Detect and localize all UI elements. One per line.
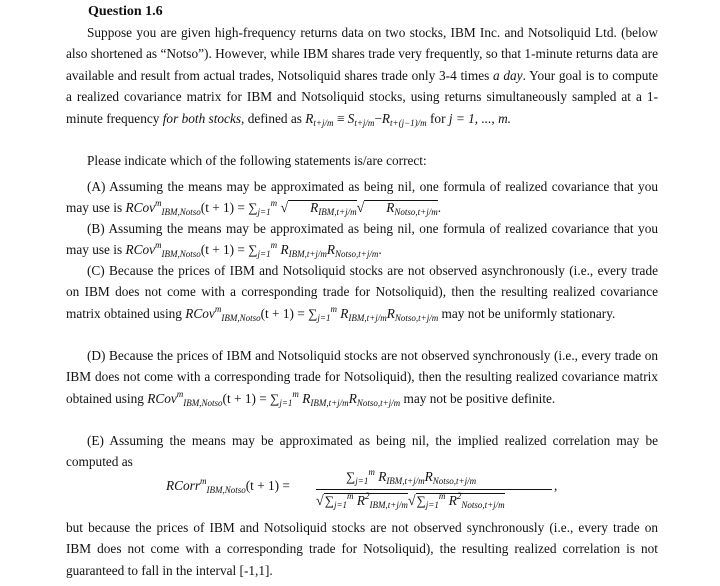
correlation-denominator: $√\sum_{j=1}^m$ $R^2_{IBM,t+j/m}√\sum_{j=1}^m$ $R^2_{Notso,t+j/m}$ — [316, 491, 505, 510]
intro-j-range: j = 1, ..., m. — [448, 110, 512, 126]
option-a-text: (A) Assuming the means may be approximated as being nil, one formula of realized covariance that you may use is — [66, 179, 658, 216]
intro-text-1: Suppose you are given high-frequency returns data on two stocks, IBM Inc. and Notsoliquid Ltd. (below also shortened as “Notso”). However, while IBM shares trade very frequently, so that 1-minute returns data are available and result from actual trades, Notsoliquid shares trade only 3-4 times — [66, 25, 658, 83]
option-a — [66, 176, 658, 220]
fraction-bar — [316, 489, 552, 490]
option-d-text: (D) Because the prices of IBM and Notsoliquid stocks are not observed synchronously (i.e., every trade on IBM does not come with a corresponding trade for Notsoliquid), then the resulting realized covariance matrix obtained using — [66, 348, 658, 406]
return-definition: $R_{t+j/m} \equiv S_{t+j/m}-R_{t+(j-1)/m}$ — [305, 110, 427, 128]
option-d — [66, 345, 658, 409]
option-b — [66, 218, 658, 261]
option-e-continued: but because the prices of IBM and Notsoliquid stocks are not observed synchronously (i.e., every trade on IBM does not come with a corresponding trade for Notsoliquid), the resulting realized correlation is not guaranteed to fall in the interval [-1,1]. — [66, 520, 658, 578]
intro-text-2: . Your goal is to compute a realized covariance matrix for IBM and Notsoliquid stocks, using returns simultaneously sampled at a 1-minute frequency — [66, 67, 659, 126]
option-c — [66, 260, 658, 324]
intro-paragraph — [66, 22, 658, 129]
option-e: (E) Assuming the means may be approximated as being nil, the implied realized correlation may be computed as — [66, 433, 658, 470]
option-a-formula: RCov$^m_{IBM,Notso}$(t + $1) = \sum_{j=1}^m$ √ $R_{IBM,t+j/m}√$ $R_{Notso,t+j/m}$. — [125, 198, 442, 218]
option-b-formula: RCov$^m_{IBM,Notso}$(t + $1) = \sum_{j=1}^m$ $R_{IBM,t+j/m}R_{Notso,t+j/m}$. — [125, 240, 382, 260]
correlation-numerator: $\sum_{j=1}^m$ $R_{IBM,t+j/m}R_{Notso,t+j/m}$ — [346, 467, 477, 486]
intro-text-3: , defined as — [241, 110, 306, 126]
option-b-text: (B) Assuming the means may be approximated as being nil, one formula of realized covariance that you may use is — [66, 221, 658, 258]
option-c-formula: RCov$^m_{IBM,Notso}$(t + $1) = \sum_{j=1}^m$ $R_{IBM,t+j/m}R_{Notso,t+j/m}$ — [185, 303, 439, 323]
formula-comma: , — [554, 478, 558, 493]
option-c-text: (C) Because the prices of IBM and Notsoliquid stocks are not observed asynchronously (i.e., every trade on IBM does not come with a corresponding trade for Notsoliquid), then the resulting realized covariance matrix obtained using — [66, 263, 658, 321]
option-d-formula: RCov$^m_{IBM,Notso}$(t + $1) = \sum_{j=1}^m$ $R_{IBM,t+j/m}R_{Notso,t+j/m}$ — [147, 388, 401, 408]
question-title: Question 1.6 — [88, 4, 163, 19]
option-c-tail: may not be uniformly stationary. — [438, 305, 616, 321]
option-d-tail: may not be positive definite. — [400, 390, 556, 406]
intro-emph-both-stocks: for both stocks — [162, 110, 242, 126]
intro-for: for — [430, 110, 449, 126]
correlation-lhs: RCorr$^m_{IBM,Notso}$(t + 1) = — [166, 476, 290, 495]
correlation-formula — [166, 467, 566, 517]
intro-emph-a-day: a day — [493, 67, 523, 83]
prompt-text: Please indicate which of the following statements is/are correct: — [87, 153, 427, 168]
